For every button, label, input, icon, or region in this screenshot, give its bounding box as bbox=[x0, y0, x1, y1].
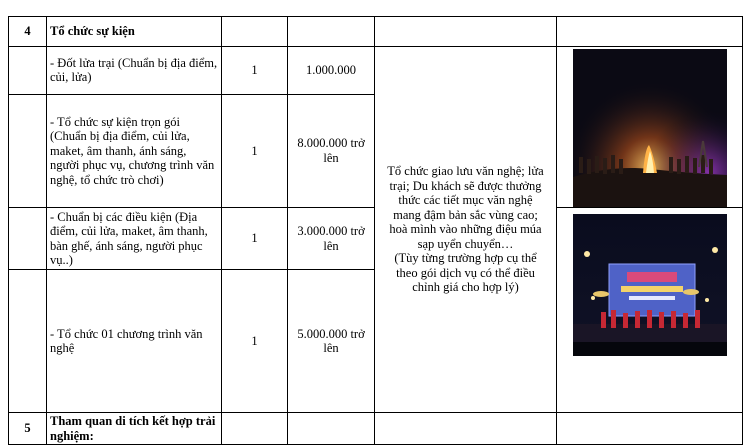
campfire-photo bbox=[573, 49, 727, 207]
campfire-photo-cell bbox=[557, 47, 743, 208]
stage-performance-photo bbox=[573, 214, 727, 356]
section-title: Tổ chức sự kiện bbox=[47, 17, 222, 47]
item-price: 3.000.000 trở lên bbox=[288, 208, 375, 270]
item-quantity: 1 bbox=[222, 208, 288, 270]
empty-cell bbox=[222, 413, 288, 445]
section-number: 5 bbox=[9, 413, 47, 445]
item-description: - Tổ chức sự kiện trọn gói (Chuẩn bị địa điểm, củi lửa, maket, âm thanh, ánh sáng, người phục vụ, chương trình văn nghệ, tổ chức trò chơi) bbox=[47, 94, 222, 207]
item-quantity: 1 bbox=[222, 270, 288, 413]
empty-cell bbox=[288, 17, 375, 47]
empty-cell bbox=[375, 413, 557, 445]
item-quantity: 1 bbox=[222, 94, 288, 207]
section-number: 4 bbox=[9, 17, 47, 47]
empty-cell bbox=[557, 17, 743, 47]
item-description: - Đốt lửa trại (Chuẩn bị địa điểm, củi, lửa) bbox=[47, 47, 222, 95]
stage-photo-cell bbox=[557, 208, 743, 413]
table-row bbox=[9, 413, 743, 445]
stage-image bbox=[573, 214, 727, 356]
table-row bbox=[9, 47, 743, 95]
item-price: 8.000.000 trở lên bbox=[288, 94, 375, 207]
empty-cell bbox=[222, 17, 288, 47]
empty-cell bbox=[9, 47, 47, 95]
service-note: Tổ chức giao lưu văn nghệ; lửa trại; Du khách sẽ được thưởng thức các tiết mục văn nghệ mang đậm bản sắc vùng cao; hoà mình vào những điệu múa sạp uyển chuyển… (Tùy từng trường hợp cụ thể theo gói dịch vụ có thể điều chỉnh giá cho hợp lý) bbox=[375, 47, 557, 413]
table-row bbox=[9, 17, 743, 47]
item-price: 5.000.000 trở lên bbox=[288, 270, 375, 413]
empty-cell bbox=[557, 413, 743, 445]
item-description: - Chuẩn bị các điều kiện (Địa điểm, củi lửa, maket, âm thanh, bàn ghế, ánh sáng, người phục vụ..) bbox=[47, 208, 222, 270]
empty-cell bbox=[9, 94, 47, 207]
item-price: 1.000.000 bbox=[288, 47, 375, 95]
item-description: - Tổ chức 01 chương trình văn nghệ bbox=[47, 270, 222, 413]
empty-cell bbox=[9, 270, 47, 413]
campfire-image bbox=[573, 49, 727, 207]
empty-cell bbox=[9, 208, 47, 270]
item-quantity: 1 bbox=[222, 47, 288, 95]
empty-cell bbox=[375, 17, 557, 47]
empty-cell bbox=[288, 413, 375, 445]
service-price-table bbox=[8, 16, 743, 445]
section-title: Tham quan di tích kết hợp trải nghiệm: bbox=[47, 413, 222, 445]
